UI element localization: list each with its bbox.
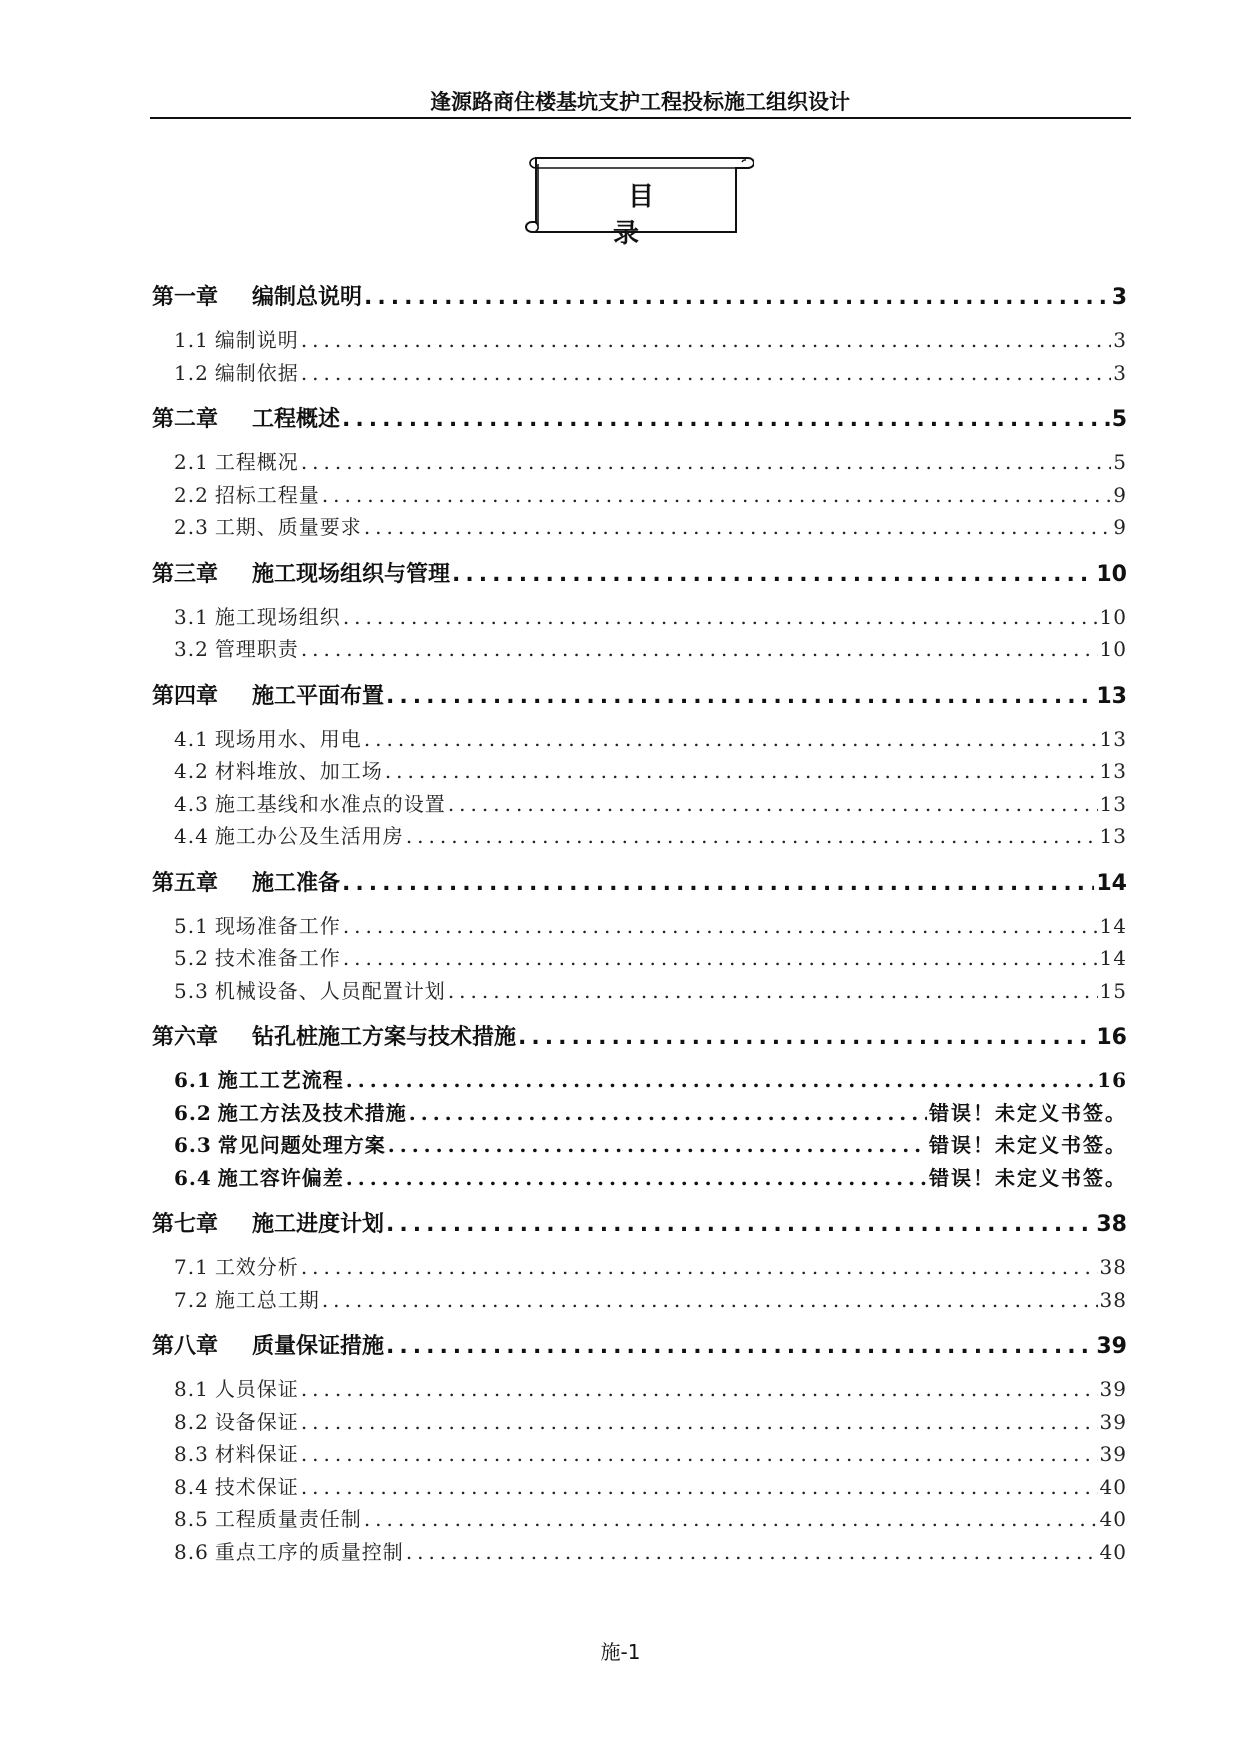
section-title: 编制说明 xyxy=(214,328,299,352)
toc-section-entry[interactable] xyxy=(152,1373,1127,1406)
section-number: 5.1 xyxy=(174,913,209,938)
dot-leader xyxy=(346,1166,927,1190)
header-rule xyxy=(150,117,1131,119)
section-number: 6.3 xyxy=(174,1133,212,1157)
section-number: 4.4 xyxy=(174,824,209,848)
section-number: 5.2 xyxy=(174,946,209,970)
toc-section-entry[interactable] xyxy=(152,1471,1127,1504)
dot-leader xyxy=(406,824,1098,848)
dot-leader xyxy=(409,1101,927,1125)
dot-leader xyxy=(342,407,1110,432)
toc-section-entry[interactable] xyxy=(152,511,1127,544)
toc-title: 目 录 xyxy=(612,182,684,249)
chapter-title: 施工现场组织与管理 xyxy=(252,561,451,587)
section-title: 施工总工期 xyxy=(214,1287,320,1312)
chapter-number: 第三章 xyxy=(152,561,219,587)
toc-section-entry[interactable] xyxy=(152,1064,1127,1097)
section-page-number: 39 xyxy=(1099,1442,1127,1466)
section-number: 3.2 xyxy=(174,637,209,661)
toc-chapter-entry[interactable] xyxy=(152,1020,1127,1053)
section-title: 材料保证 xyxy=(214,1442,299,1466)
section-title: 施工基线和水准点的设置 xyxy=(214,791,446,816)
chapter-page-number: 14 xyxy=(1096,870,1127,896)
chapter-title: 质量保证措施 xyxy=(252,1334,385,1359)
section-title: 材料堆放、加工场 xyxy=(214,759,383,783)
toc-section-entry[interactable] xyxy=(152,910,1127,943)
chapter-title: 施工进度计划 xyxy=(252,1212,385,1237)
chapter-page-number: 10 xyxy=(1096,561,1127,587)
section-title: 招标工程量 xyxy=(214,482,320,507)
toc-chapter-entry[interactable] xyxy=(152,557,1127,590)
chapter-number: 第六章 xyxy=(152,1025,219,1050)
section-number: 1.2 xyxy=(174,360,209,385)
chapter-page-number: 5 xyxy=(1111,407,1127,432)
toc-title-scroll xyxy=(522,150,754,249)
toc-section-entry[interactable] xyxy=(152,601,1127,634)
section-title: 施工办公及生活用房 xyxy=(214,824,404,848)
toc-section-entry[interactable] xyxy=(152,357,1127,390)
dot-leader xyxy=(301,1442,1098,1466)
section-page-number: 13 xyxy=(1099,759,1127,783)
toc-chapter-entry[interactable] xyxy=(152,1207,1127,1240)
section-title: 工期、质量要求 xyxy=(214,515,362,539)
toc-section-entry[interactable] xyxy=(152,1503,1127,1536)
dot-leader xyxy=(448,792,1098,816)
toc-chapter-entry[interactable] xyxy=(152,866,1127,899)
chapter-title: 编制总说明 xyxy=(252,285,363,310)
section-page-number: 38 xyxy=(1099,1287,1127,1312)
section-number: 8.3 xyxy=(174,1442,209,1466)
section-page-number: 错误！未定义书签。 xyxy=(929,1100,1127,1125)
section-number: 8.5 xyxy=(174,1507,209,1531)
section-number: 6.1 xyxy=(174,1068,212,1092)
toc-chapter-entry[interactable] xyxy=(152,402,1127,435)
document-header: 逢源路商住楼基坑支护工程投标施工组织设计 xyxy=(430,90,850,114)
section-number: 6.4 xyxy=(174,1165,212,1190)
dot-leader xyxy=(406,1540,1098,1564)
section-number: 2.1 xyxy=(174,450,209,474)
dot-leader xyxy=(386,684,1094,709)
toc-chapter-entry[interactable] xyxy=(152,1329,1127,1362)
section-title: 设备保证 xyxy=(214,1409,299,1434)
section-page-number: 13 xyxy=(1099,824,1127,848)
section-number: 3.1 xyxy=(174,604,209,629)
toc-section-entry[interactable] xyxy=(152,446,1127,479)
section-number: 8.6 xyxy=(174,1539,209,1564)
toc-section-entry[interactable] xyxy=(152,942,1127,975)
section-title: 工效分析 xyxy=(214,1255,299,1279)
section-page-number: 3 xyxy=(1113,328,1127,352)
section-number: 4.2 xyxy=(174,759,209,783)
section-title: 管理职责 xyxy=(214,637,299,661)
section-title: 编制依据 xyxy=(214,360,299,385)
toc-section-entry[interactable] xyxy=(152,1284,1127,1317)
section-page-number: 5 xyxy=(1113,450,1127,474)
chapter-title: 施工平面布置 xyxy=(252,683,385,709)
dot-leader xyxy=(518,1025,1094,1050)
dot-leader xyxy=(301,450,1111,474)
section-number: 1.1 xyxy=(174,328,209,352)
section-number: 2.2 xyxy=(174,482,209,507)
section-number: 8.1 xyxy=(174,1377,209,1401)
section-page-number: 3 xyxy=(1113,360,1127,385)
chapter-number: 第八章 xyxy=(152,1334,219,1359)
section-title: 技术准备工作 xyxy=(214,946,341,970)
toc-section-entry[interactable] xyxy=(152,975,1127,1008)
dot-leader xyxy=(301,328,1111,352)
chapter-page-number: 3 xyxy=(1111,285,1127,310)
dot-leader xyxy=(364,285,1110,310)
section-number: 6.2 xyxy=(174,1100,212,1125)
toc-section-entry[interactable] xyxy=(152,324,1127,357)
dot-leader xyxy=(343,914,1098,938)
section-title: 机械设备、人员配置计划 xyxy=(214,978,446,1003)
section-title: 人员保证 xyxy=(214,1377,299,1401)
dot-leader xyxy=(322,483,1111,507)
section-title: 重点工序的质量控制 xyxy=(214,1539,404,1564)
section-page-number: 13 xyxy=(1099,791,1127,816)
section-page-number: 9 xyxy=(1113,515,1127,539)
section-number: 7.2 xyxy=(174,1287,209,1312)
toc-section-entry[interactable] xyxy=(152,479,1127,512)
chapter-number: 第一章 xyxy=(152,285,219,310)
dot-leader xyxy=(364,1507,1098,1531)
toc-section-entry[interactable] xyxy=(152,1097,1127,1130)
section-title: 现场准备工作 xyxy=(214,913,341,938)
section-title: 施工容许偏差 xyxy=(217,1165,344,1190)
dot-leader xyxy=(448,979,1098,1003)
section-page-number: 39 xyxy=(1099,1409,1127,1434)
toc-section-entry[interactable] xyxy=(152,1129,1127,1162)
toc-chapter-entry[interactable] xyxy=(152,280,1127,313)
section-page-number: 错误！未定义书签。 xyxy=(929,1165,1127,1190)
dot-leader xyxy=(388,1133,927,1157)
toc-section-entry[interactable] xyxy=(152,723,1127,756)
dot-leader xyxy=(301,1475,1098,1499)
chapter-number: 第二章 xyxy=(152,407,219,432)
table-of-contents xyxy=(152,280,1127,1568)
chapter-page-number: 16 xyxy=(1096,1025,1127,1050)
chapter-page-number: 38 xyxy=(1096,1212,1127,1237)
dot-leader xyxy=(346,1068,1095,1092)
section-page-number: 14 xyxy=(1099,946,1127,970)
dot-leader xyxy=(452,562,1094,587)
section-number: 4.3 xyxy=(174,791,209,816)
dot-leader xyxy=(342,871,1094,896)
section-number: 5.3 xyxy=(174,978,209,1003)
section-title: 工程质量责任制 xyxy=(214,1507,362,1531)
chapter-number: 第七章 xyxy=(152,1212,219,1237)
toc-section-entry[interactable] xyxy=(152,788,1127,821)
dot-leader xyxy=(301,637,1098,661)
section-page-number: 错误！未定义书签。 xyxy=(929,1133,1127,1157)
dot-leader xyxy=(301,1410,1098,1434)
chapter-title: 钻孔桩施工方案与技术措施 xyxy=(252,1025,517,1050)
section-number: 4.1 xyxy=(174,726,209,751)
dot-leader xyxy=(386,1212,1094,1237)
section-page-number: 40 xyxy=(1099,1474,1127,1499)
dot-leader xyxy=(385,759,1098,783)
chapter-title: 施工准备 xyxy=(252,870,341,896)
dot-leader xyxy=(301,1255,1098,1279)
section-title: 现场用水、用电 xyxy=(214,726,362,751)
toc-section-entry[interactable] xyxy=(152,1438,1127,1471)
section-title: 施工工艺流程 xyxy=(217,1068,344,1092)
section-page-number: 10 xyxy=(1099,637,1127,661)
page-number-footer: 施-1 xyxy=(600,1640,641,1664)
section-number: 8.4 xyxy=(174,1474,209,1499)
section-page-number: 16 xyxy=(1097,1068,1127,1092)
chapter-page-number: 13 xyxy=(1096,683,1127,709)
section-title: 施工方法及技术措施 xyxy=(217,1100,407,1125)
section-page-number: 40 xyxy=(1099,1507,1127,1531)
chapter-number: 第五章 xyxy=(152,870,219,896)
dot-leader xyxy=(364,515,1111,539)
section-number: 2.3 xyxy=(174,515,209,539)
section-number: 7.1 xyxy=(174,1255,209,1279)
chapter-number: 第四章 xyxy=(152,683,219,709)
toc-section-entry[interactable] xyxy=(152,633,1127,666)
dot-leader xyxy=(343,946,1098,970)
toc-section-entry[interactable] xyxy=(152,1251,1127,1284)
section-title: 常见问题处理方案 xyxy=(217,1133,386,1157)
dot-leader xyxy=(364,727,1098,751)
dot-leader xyxy=(322,1288,1098,1312)
section-page-number: 13 xyxy=(1099,726,1127,751)
section-title: 施工现场组织 xyxy=(214,604,341,629)
dot-leader xyxy=(343,605,1098,629)
toc-section-entry[interactable] xyxy=(152,755,1127,788)
toc-section-entry[interactable] xyxy=(152,1162,1127,1195)
toc-section-entry[interactable] xyxy=(152,1406,1127,1439)
section-page-number: 38 xyxy=(1099,1255,1127,1279)
chapter-page-number: 39 xyxy=(1096,1334,1127,1359)
toc-section-entry[interactable] xyxy=(152,1536,1127,1569)
dot-leader xyxy=(301,1377,1098,1401)
section-page-number: 40 xyxy=(1099,1539,1127,1564)
section-page-number: 10 xyxy=(1099,604,1127,629)
dot-leader xyxy=(386,1334,1094,1359)
section-page-number: 39 xyxy=(1099,1377,1127,1401)
section-page-number: 9 xyxy=(1113,482,1127,507)
toc-section-entry[interactable] xyxy=(152,820,1127,853)
dot-leader xyxy=(301,361,1111,385)
toc-chapter-entry[interactable] xyxy=(152,679,1127,712)
section-page-number: 14 xyxy=(1099,913,1127,938)
section-title: 技术保证 xyxy=(214,1474,299,1499)
section-number: 8.2 xyxy=(174,1409,209,1434)
section-page-number: 15 xyxy=(1099,978,1127,1003)
chapter-title: 工程概述 xyxy=(252,407,341,432)
section-title: 工程概况 xyxy=(214,450,299,474)
